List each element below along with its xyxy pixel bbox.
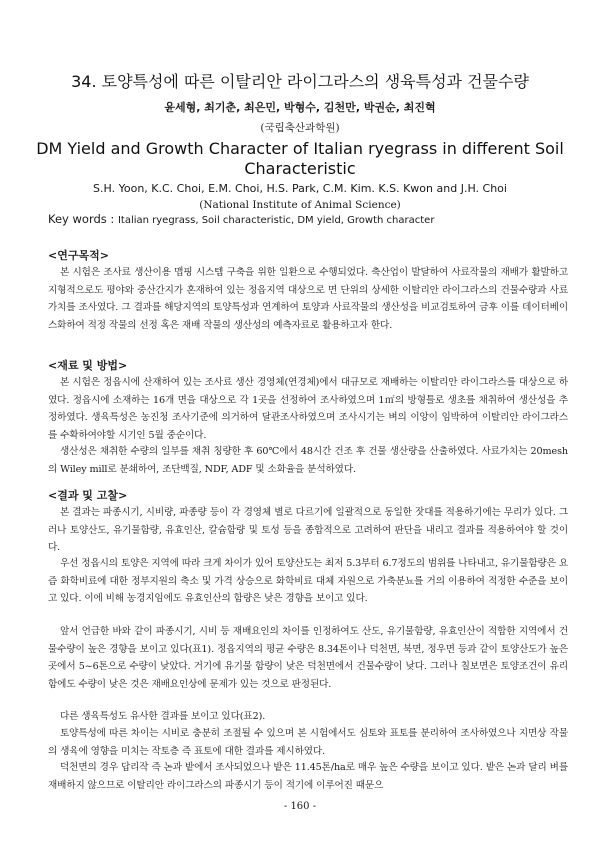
authors-korean: 윤세형, 최기춘, 최은민, 박형수, 김천만, 박권순, 최진혁	[164, 101, 436, 114]
keywords-line	[48, 212, 568, 228]
keywords-text: Italian ryegrass, Soil characteristic, DM yield, Growth character	[117, 215, 435, 226]
section-heading-methods: <재료 및 방법>	[48, 359, 128, 372]
affiliation-english: (National Institute of Animal Science)	[199, 199, 401, 211]
purpose-paragraph: 본 시험은 조사료 생산이용 맵핑 시스템 구축을 위한 일환으로 수행되었다. 축산업이 발달하여 사료작물의 재배가 활발하고 지형적으로도 평야와 중산간지가 혼재하여 있는 정읍지역 대상으로 면 단위의 상세한 이탈리안 라이그라스의 건물수량과 사료가치를 조사였다. 그 결과를 해당지역의 토양특성과 연계하여 토양과 사료작물의 생산성을 비교검토하여 금후 이를 데이터베이스화하여 적정 작물의 선정 혹은 재배 작물의 생산성의 예측자료로 활용하고자 한다.	[48, 267, 568, 331]
results-paragraph-3: 앞서 언급한 바와 같이 파종시기, 시비 등 재배요인의 차이를 인정하여도 산도, 유기물함량, 유효인산이 적합한 지역에서 건물수량이 높은 경향을 보이고 있다(표1). 정읍지역의 평균 수량은 8.34톤이나 덕천면, 북면, 정우면 등과 같이 토양산도가 높은 곳에서 5~6톤으로 수량이 낮았다. 거기에 유기물 함량이 낮은 덕천면에서 건물수량이 낮다. 그러나 칠보면은 토양조건이 유리함에도 수량이 낮은 것은 재배요인상에 문제가 있는 것으로 판정된다.	[48, 626, 568, 690]
methods-paragraph-1: 본 시험은 정읍시에 산재하여 있는 조사료 생산 경영체(연경체)에서 대규모로 재배하는 이탈리안 라이그라스를 대상으로 하였다. 정읍시에 소재하는 16개 면을 대상으로 각 1곳을 선정하여 조사하였으며 1㎡의 방형틀로 생초를 채취하여 생산성을 추정하였다. 생육특성은 농진청 조사기준에 의거하여 달관조사하였으며 조사시기는 벼의 이앙이 임박하여 이탈리안 라이그라스를 수확하여야할 시기인 5월 중순이다.	[48, 377, 568, 441]
section-heading-results: <결과 및 고찰>	[48, 489, 128, 502]
results-paragraph-1: 본 결과는 파종시기, 시비량, 파종량 등이 각 경영체 별로 다르기에 일괄적으로 동일한 잣대를 적용하기에는 무리가 있다. 그러나 토양산도, 유기물함량, 유효인산, 칼슘함량 및 토성 등을 종합적으로 고려하여 판단을 내리고 결과를 적용하여야 할 것이다.	[48, 507, 568, 553]
keywords-label: Key words :	[48, 212, 118, 226]
results-paragraph-5: 토양특성에 따른 차이는 시비로 충분히 조절될 수 있으며 본 시험에서도 심토와 표토를 분리하여 조사하였으나 지면상 작물의 생육에 영향을 미치는 작토층 즉 표토에 대한 결과를 제시하였다.	[48, 728, 568, 757]
results-paragraph-6: 덕천면의 경우 답리작 즉 논과 밭에서 조사되었으나 밭은 11.45톤/ha로 매우 높은 수량을 보이고 있다. 밭은 논과 달리 벼를 재배하지 않으므로 이탈리안 라이그라스의 파종시기 등이 적기에 이루어진 때문으	[48, 762, 568, 791]
authors-english: S.H. Yoon, K.C. Choi, E.M. Choi, H.S. Park, C.M. Kim. K.S. Kwon and J.H. Choi	[93, 182, 507, 195]
title-english: DM Yield and Growth Character of Italian ryegrass in different Soil Characteristic	[36, 139, 564, 178]
section-heading-purpose: <연구목적>	[48, 249, 109, 262]
results-paragraph-4: 다른 생육특성도 유사한 결과를 보이고 있다(표2).	[60, 711, 266, 722]
methods-paragraph-2: 생산성은 채취한 수량의 일부를 채취 칭량한 후 60℃에서 48시간 건조 후 건물 생산량을 산출하였다. 사료가치는 20mesh의 Wiley mill로 분쇄하여, 조단백질, NDF, ADF 및 소화율을 분석하였다.	[48, 446, 568, 475]
page-number: - 160 -	[283, 801, 317, 812]
title-korean: 34. 토양특성에 따른 이탈리안 라이그라스의 생육특성과 건물수량	[71, 72, 529, 91]
results-paragraph-2: 우선 정읍시의 토양은 지역에 따라 크게 차이가 있어 토양산도는 최저 5.3부터 6.7정도의 범위를 나타내고, 유기물함량은 요즘 화학비료에 대한 정부지원의 축소 및 가격 상승으로 화학비료 대체 자원으로 가축분뇨를 거의 이용하여 적정한 수준을 보이고 있다. 이에 비해 농경지임에도 유효인산의 함량은 낮은 경향을 보이고 있다.	[48, 558, 568, 604]
affiliation-korean: (국립축산과학원)	[260, 122, 340, 134]
